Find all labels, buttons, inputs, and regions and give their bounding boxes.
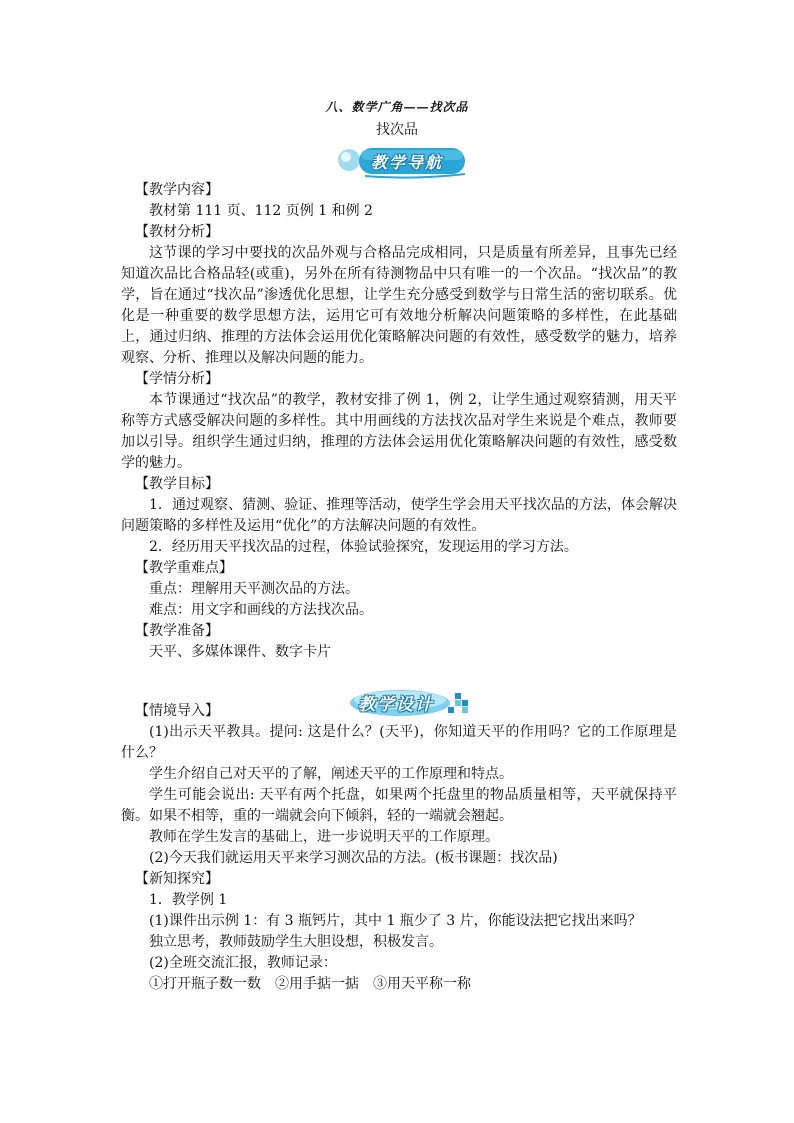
paragraph: 难点：用文字和画线的方法找次品。: [149, 602, 373, 618]
section-heading: 【学情分析】: [135, 371, 219, 387]
section-heading: 【新知探究】: [135, 871, 219, 887]
paragraph: 教材第 111 页、112 页例 1 和例 2: [149, 203, 373, 219]
guide-banner-label: 教学导航: [371, 153, 444, 172]
design-banner-label: 教学设计: [358, 695, 434, 715]
lesson-content: [121, 180, 677, 995]
section-heading: 【教学目标】: [135, 476, 219, 492]
paragraph: 1．教学例 1: [149, 892, 228, 908]
paragraph: 独立思考，教师鼓励学生大胆设想，积极发言。: [149, 934, 443, 950]
section-heading: 【教学准备】: [135, 623, 219, 639]
paragraph: 学生可能会说出: 天平有两个托盘，如果两个托盘里的物品质量相等，天平就保持平衡。如果不相等，重的一端就会向下倾斜，轻的一端就会翘起。: [121, 787, 677, 824]
section-design: [121, 701, 677, 995]
lesson-title: 找次品: [376, 122, 418, 138]
paragraph: 重点：理解用天平测次品的方法。: [149, 581, 359, 597]
section-guide: [121, 180, 677, 663]
paragraph: 这节课的学习中要找的次品外观与合格品完成相同，只是质量有所差异，且事先已经知道次品比合格品轻(或重)，另外在所有待测物品中只有唯一的一个次品。“找次品”的教学，旨在通过“找次品”渗透优化思想，让学生充分感受到数学与日常生活的密切联系。优化是一种重要的数学思想方法，运用它可有效地分析解决问题策略的多样性，在此基础上，通过归纳、推理的方法体会运用优化策略解决问题的有效性，感受数学的魅力，培养观察、分析、推理以及解决问题的能力。: [121, 245, 677, 366]
paragraph: (2)今天我们就运用天平来学习测次品的方法。(板书课题：找次品): [149, 850, 558, 866]
section-heading: 【教学内容】: [135, 182, 219, 198]
section-gap: [121, 663, 677, 701]
chapter-header: 八、数学广角——找次品: [325, 100, 469, 114]
paragraph: 1．通过观察、猜测、验证、推理等活动，使学生学会用天平找次品的方法，体会解决问题策略的多样性及运用“优化”的方法解决问题的有效性。: [121, 497, 677, 534]
paragraph: (1)出示天平教具。提问: 这是什么？(天平)，你知道天平的作用吗？它的工作原理是什么？: [121, 724, 677, 761]
paragraph: 天平、多媒体课件、数字卡片: [149, 644, 331, 660]
paragraph: 本节课通过“找次品”的教学，教材安排了例 1，例 2，让学生通过观察猜测，用天平称等方式感受解决问题的多样性。其中用画线的方法找次品对学生来说是个难点，教师要加以引导。组织学生通过归纳，推理的方法体会运用优化策略解决问题的有效性，感受数学的魅力。: [121, 392, 677, 471]
paragraph: (2)全班交流汇报，教师记录：: [149, 955, 337, 971]
guide-banner: [335, 140, 470, 180]
paragraph: (1)课件出示例 1：有 3 瓶钙片，其中 1 瓶少了 3 片，你能设法把它找出来吗？: [149, 913, 642, 929]
paragraph: 2．经历用天平找次品的过程，体验试验探究，发现运用的学习方法。: [149, 539, 578, 555]
paragraph: 学生介绍自己对天平的了解，阐述天平的工作原理和特点。: [149, 766, 513, 782]
paragraph: 教师在学生发言的基础上，进一步说明天平的工作原理。: [149, 829, 499, 845]
section-heading: 【情境导入】: [135, 703, 219, 719]
section-heading: 【教学重难点】: [135, 560, 233, 576]
section-heading: 【教材分析】: [135, 224, 219, 240]
paragraph: ①打开瓶子数一数 ②用手掂一掂 ③用天平称一称: [149, 976, 471, 992]
